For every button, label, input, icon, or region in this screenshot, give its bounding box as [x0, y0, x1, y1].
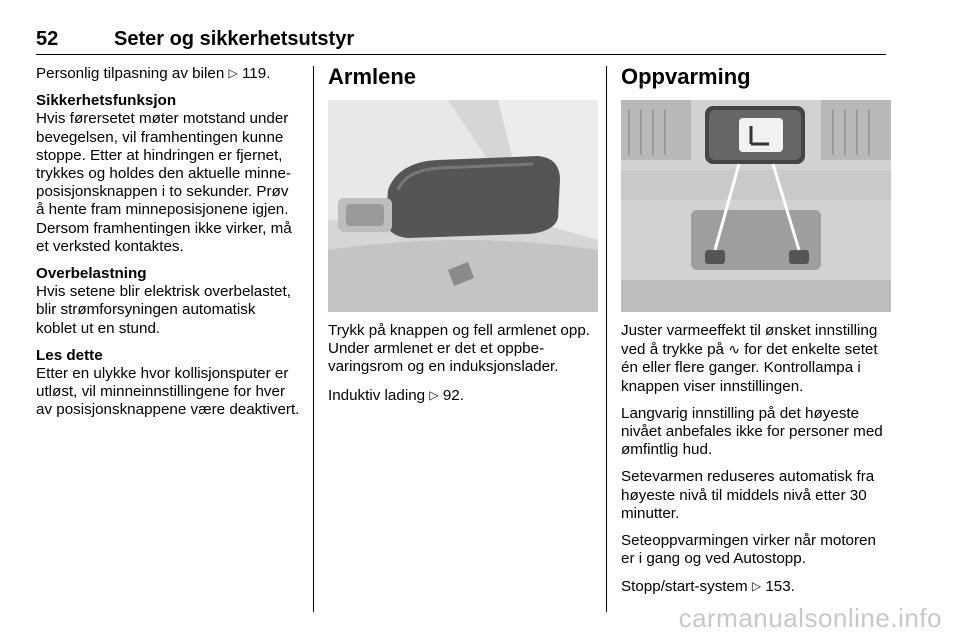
intro-text: Personlig tilpasning av bilen ▷ 119. [36, 65, 271, 82]
page-title: Seter og sikkerhetsutstyr [114, 28, 355, 50]
section-body: Hvis setene blir elektrisk overbelastet, blir strømforsyningen automatisk koblet ut en stund. [36, 283, 291, 337]
page-ref[interactable]: 153. [765, 578, 795, 596]
armrest-text: Trykk på knappen og fell armlenet opp. Under armlenet er det et oppbevaringsrom og en induksjonslader. [328, 322, 590, 376]
armrest-illustration [328, 100, 598, 312]
heating-auto-reduce: Setevarmen reduseres automatisk fra høyeste nivå til middels nivå etter 30 minutter. [621, 468, 875, 522]
section-body: Hvis førersetet møter motstand under bevegelsen, vil framhentingen kunne stoppe. Etter at hindringen er fjernet, trykkes og holdes den aktuelle minneposisjonsknappen i to sekunder. Prøv å hente fram minneposisjonene igjen. Dersom framhentingen ikke virker, må et verksted kontaktes. [36, 110, 292, 255]
seat-heating-illustration [621, 100, 891, 312]
section-overload [36, 265, 300, 338]
section-heading-heating: Oppvarming [621, 64, 751, 89]
section-heading: Overbelastning [36, 265, 147, 283]
start-stop-ref: Stopp/start-system ▷ 153. [621, 578, 795, 596]
note-heading: Les dette [36, 346, 103, 364]
page-ref[interactable]: 92. [442, 386, 464, 404]
section-safety [36, 92, 300, 256]
seat-heat-icon: ∿ [728, 341, 740, 358]
page-number: 52 [36, 28, 59, 50]
section-heading: Sikkerhetsfunksjon [36, 92, 177, 110]
column-divider [313, 66, 314, 612]
note-body: Etter en ulykke hvor kollisjonsputer er utløst, vil minneinnstillingene for hver av posisjonsknappene være deaktivert. [36, 365, 300, 419]
column-divider [606, 66, 607, 612]
heating-conditions: Seteoppvarmingen virker når motoren er i gang og ved Autostopp. [621, 532, 876, 568]
page-header [36, 26, 886, 55]
section-heading-armrest: Armlene [328, 64, 417, 89]
note-box [36, 347, 300, 420]
column-2 [328, 64, 592, 414]
column-1 [36, 64, 300, 429]
column-3 [621, 64, 887, 606]
ref-arrow-icon: ▷ [751, 579, 762, 594]
heating-instructions: Juster varmeeffekt til ønsket innstilling ved å trykke på ∿ for det enkelte setet én eller flere ganger. Kontrollampa i knappen viser innstillingen. [621, 322, 878, 395]
ref-arrow-icon: ▷ [429, 387, 439, 402]
ref-arrow-icon: ▷ [228, 66, 238, 80]
page-ref[interactable]: 119. [241, 65, 271, 82]
inductive-charging-ref: Induktiv lading ▷ 92. [328, 386, 464, 404]
heating-warning: Langvarig innstilling på det høyeste nivået anbefales ikke for personer med ømfintlig hud. [621, 404, 883, 459]
watermark: carmanualsonline.info [678, 603, 942, 633]
